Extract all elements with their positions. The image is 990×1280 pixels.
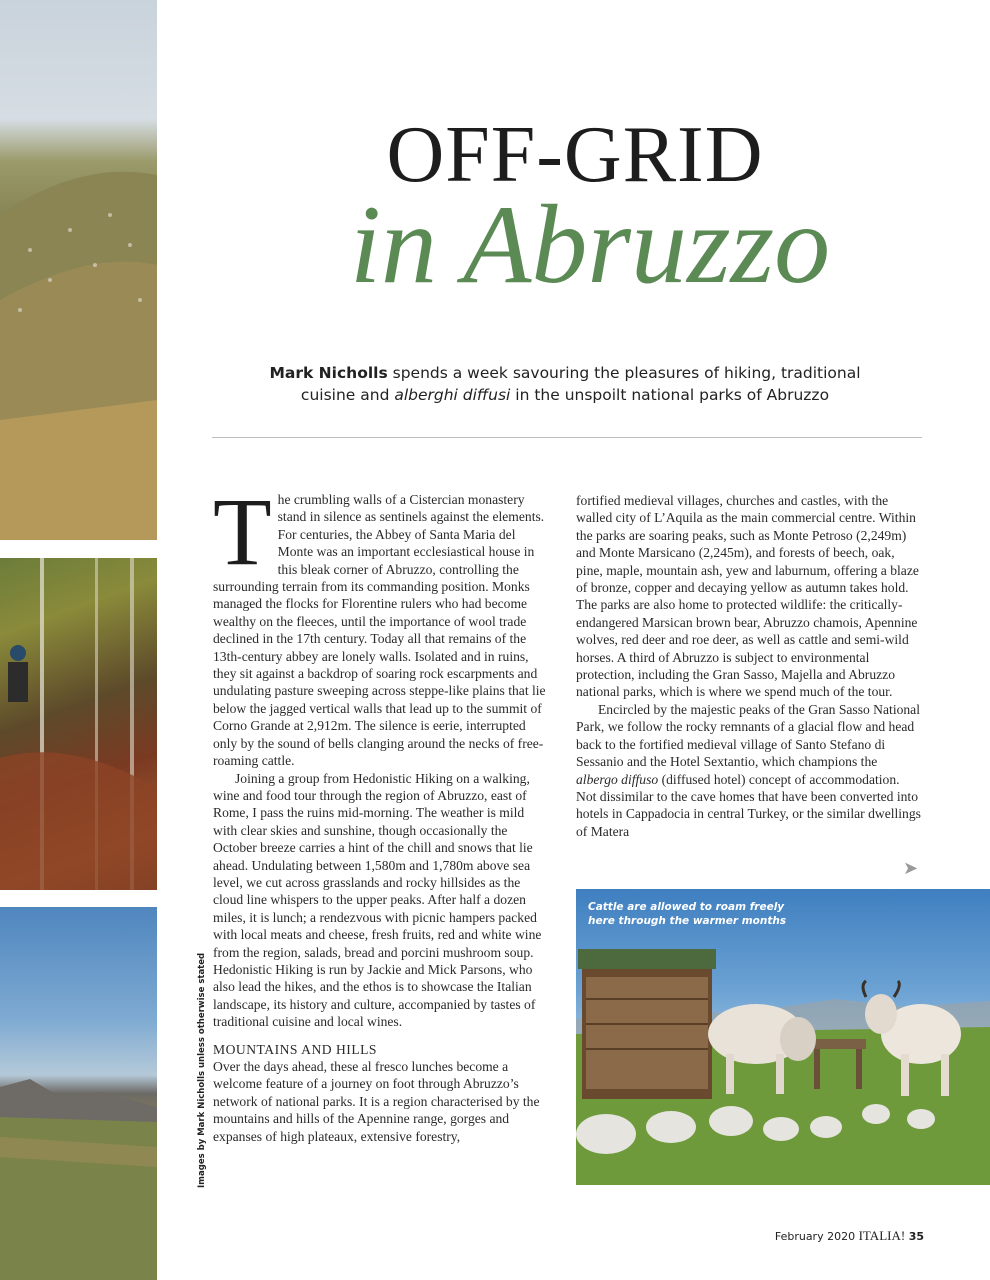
page-folio: [775, 1228, 924, 1244]
paragraph-italic: albergo diffuso: [576, 771, 659, 787]
magazine-name: ITALIA!: [858, 1228, 906, 1243]
headline: OFF-GRID: [386, 111, 764, 199]
article-column-left: [213, 478, 551, 1145]
author-name: Mark Nicholls: [269, 364, 388, 382]
paragraph-text-end: (diffused hotel) concept of accommodation. Not dissimilar to the cave homes that have been converted into hotels in Cappadocia in central Turkey, or the similar dwellings of Matera: [576, 771, 921, 839]
page-number: 35: [908, 1230, 924, 1243]
cattle-photo: [576, 889, 990, 1185]
standfirst-text: spends a week savouring the pleasures of hiking, traditional cuisine and: [300, 364, 861, 404]
paragraph: Joining a group from Hedonistic Hiking on a walking, wine and food tour through the region of Abruzzo, east of Rome, I pass the ruins mid-morning. The weather is mild with clear skies and sunshine, though occasionally the October breeze carries a hint of the chill and snows that lie ahead. Undulating between 1,580m and 1,780m above sea level, we cut across grasslands and rocky hillsides as the cloud line whispers to the upper peaks. After half a dozen miles, it is lunch; a rendezvous with picnic hampers packed with local meats and cheese, fresh fruits, red and white wine from the region, salads, bread and porcini mushroom soup. Hedonistic Hiking is run by Jackie and Mick Parsons, who also lead the hikes, and the ethos is to showcase the Italian landscape, its history and culture, accompanied by tastes of traditional cuisine and local wines.: [213, 770, 542, 1030]
standfirst-text-end: in the unspoilt national parks of Abruzzo: [510, 386, 830, 404]
paragraph: [576, 701, 922, 840]
drop-cap: T: [213, 478, 272, 585]
paragraph: fortified medieval villages, churches and castles, with the walled city of L’Aquila as the main commercial centre. Within the parks are soaring peaks, such as Monte Petroso (2,249m) and Monte Marsicano (2,245m), and forests of beech, oak, pine, maple, mountain ash, yew and laburnum, offering a blaze of bronze, copper and decaying yellow as autumn takes hold. The parks are also home to protected wildlife: the critically-endangered Marsican brown bear, Abruzzo chamois, Apennine wolves, red deer and roe deer, as well as cattle and semi-wild horses. A third of Abruzzo is subject to environmental protection, including the Gran Sasso, Majella and Abruzzo national parks, which is where we spend much of the tour.: [576, 493, 919, 700]
arrow-right-icon: ➤: [903, 858, 919, 879]
meadow-photo: [0, 907, 157, 1280]
section-subhead: MOUNTAINS AND HILLS: [213, 1041, 377, 1057]
standfirst-italic: alberghi diffusi: [394, 386, 511, 404]
photo-caption: Cattle are allowed to roam freely here through the warmer months: [588, 901, 787, 927]
paragraph: Over the days ahead, these al fresco lunches become a welcome feature of a journey on foot through Abruzzo’s network of national parks. It is a region characterised by the mountains and hills of the Apennine range, gorges and expanses of high plateaux, extensive forestry,: [213, 1059, 540, 1144]
hillside-photo: [0, 0, 157, 540]
standfirst: [260, 362, 870, 406]
divider-rule: [212, 437, 922, 438]
forest-photo: [0, 558, 157, 890]
headline-subtitle: in Abruzzo: [349, 183, 831, 307]
paragraph-intro: [213, 478, 551, 770]
issue-date: February 2020: [774, 1230, 856, 1243]
photo-credit: Images by Mark Nicholls unless otherwise stated: [197, 952, 207, 1188]
paragraph-text: Encircled by the majestic peaks of the Gran Sasso National Park, we follow the rocky remnants of a glacial flow and head back to the fortified medieval village of Santo Stefano di Sessanio and the Hotel Sextantio, which champions the: [576, 701, 920, 770]
article-column-right: [576, 492, 922, 840]
paragraph-text: he crumbling walls of a Cistercian monastery stand in silence as sentinels against the elements. For centuries, the Abbey of Santa Maria del Monte was an important ecclesiastical house in this bleak corner of Abruzzo, controlling the surrounding terrain from its commanding position. Monks managed the flocks for Florentine rulers who had become wealthy on the fleeces, until the importance of wool trade declined in the 17th century. Today all that remains of the 13th-century abbey are lonely walls. Isolated and in ruins, they sit against a backdrop of soaring rock escarpments and undulating pasture sweeping across steppe-like plains that lie below the jagged vertical walls that lead up to the summit of Corno Grande at 2,912m. The silence is eerie, interrupted only by the sound of bells clanging around the necks of free-roaming cattle.: [213, 492, 546, 769]
